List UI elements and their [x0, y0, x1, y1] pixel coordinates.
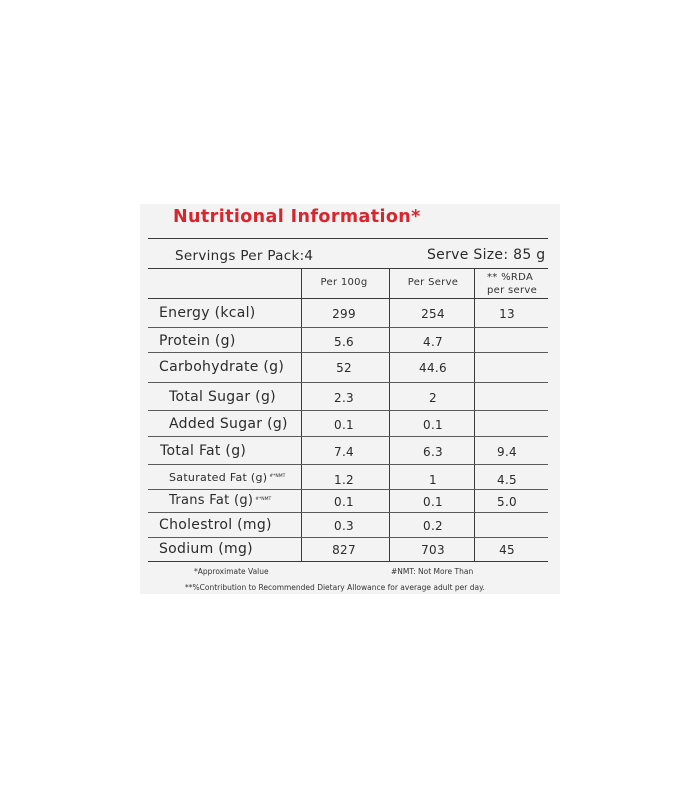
value-per100: 1.2: [334, 473, 354, 487]
value-per100: 0.3: [334, 519, 354, 533]
value-per100: 5.6: [334, 335, 354, 349]
row-rule: [148, 352, 548, 353]
header-bottom-rule: [148, 298, 548, 299]
nutrient-label: Added Sugar (g): [169, 416, 288, 432]
nmt-marker: #*NMT: [255, 497, 272, 502]
value-per100: 299: [332, 307, 356, 321]
table-bottom-rule: [148, 561, 548, 562]
row-rule: [148, 382, 548, 383]
nutrient-name: [159, 359, 284, 375]
value-rda: 9.4: [497, 445, 517, 459]
column-divider: [301, 268, 302, 561]
col-header-rda-sub: per serve: [487, 285, 538, 296]
value-perserve: 0.1: [423, 418, 443, 432]
row-rule: [148, 512, 548, 513]
top-rule: [148, 238, 548, 239]
nutrient-name: [159, 333, 236, 349]
row-rule: [148, 464, 548, 465]
footnote-approx: *Approximate Value: [194, 567, 269, 576]
nutrient-name: [169, 389, 276, 405]
value-rda: 5.0: [497, 495, 517, 509]
value-perserve: 1: [429, 473, 437, 487]
col-header-rda: ** %RDA: [487, 272, 534, 283]
nutrient-name: [159, 517, 272, 533]
value-perserve: 4.7: [423, 335, 443, 349]
value-perserve: 0.1: [423, 495, 443, 509]
nutrient-label: Trans Fat (g): [169, 493, 254, 508]
value-perserve: 254: [421, 307, 445, 321]
footnote-nmt: #NMT: Not More Than: [391, 567, 474, 576]
panel-title: Nutritional Information*: [173, 207, 421, 227]
servings-per-pack: Servings Per Pack:4: [175, 248, 314, 264]
value-rda: 45: [499, 543, 515, 557]
value-per100: 52: [336, 361, 352, 375]
nutrient-label: Total Fat (g): [160, 443, 247, 459]
value-rda: 13: [499, 307, 515, 321]
nmt-marker: #*NMT: [269, 474, 286, 479]
nutrient-name: [169, 493, 271, 508]
value-perserve: 0.2: [423, 519, 443, 533]
row-rule: [148, 436, 548, 437]
nutrient-label: Saturated Fat (g): [169, 471, 268, 484]
value-perserve: 6.3: [423, 445, 443, 459]
nutrient-name: [159, 305, 256, 321]
column-divider: [389, 268, 390, 561]
col-header-per-100g: Per 100g: [320, 277, 368, 288]
row-rule: [148, 537, 548, 538]
nutrient-label: Cholestrol (mg): [159, 517, 272, 533]
value-rda: 4.5: [497, 473, 517, 487]
value-per100: 7.4: [334, 445, 354, 459]
value-per100: 827: [332, 543, 356, 557]
value-per100: 2.3: [334, 391, 354, 405]
row-rule: [148, 327, 548, 328]
row-rule: [148, 410, 548, 411]
value-perserve: 703: [421, 543, 445, 557]
value-per100: 0.1: [334, 495, 354, 509]
nutrient-label: Protein (g): [159, 333, 236, 349]
header-top-rule: [148, 268, 548, 269]
nutrient-name: [159, 541, 253, 557]
serve-size: Serve Size: 85 g: [427, 247, 546, 263]
nutrient-name: [160, 443, 246, 459]
value-perserve: 2: [429, 391, 437, 405]
nutrient-label: Energy (kcal): [159, 305, 256, 321]
nutrient-name: [169, 471, 285, 484]
value-per100: 0.1: [334, 418, 354, 432]
nutrient-label: Carbohydrate (g): [159, 359, 285, 375]
footnote-rda: **%Contribution to Recommended Dietary Allowance for average adult per day.: [185, 583, 485, 592]
nutrient-name: [169, 416, 288, 432]
nutrient-label: Sodium (mg): [159, 541, 253, 557]
col-header-per-serve: Per Serve: [407, 277, 459, 288]
value-perserve: 44.6: [419, 361, 447, 375]
nutrient-label: Total Sugar (g): [169, 389, 276, 405]
row-rule: [148, 489, 548, 490]
column-divider: [474, 268, 475, 561]
